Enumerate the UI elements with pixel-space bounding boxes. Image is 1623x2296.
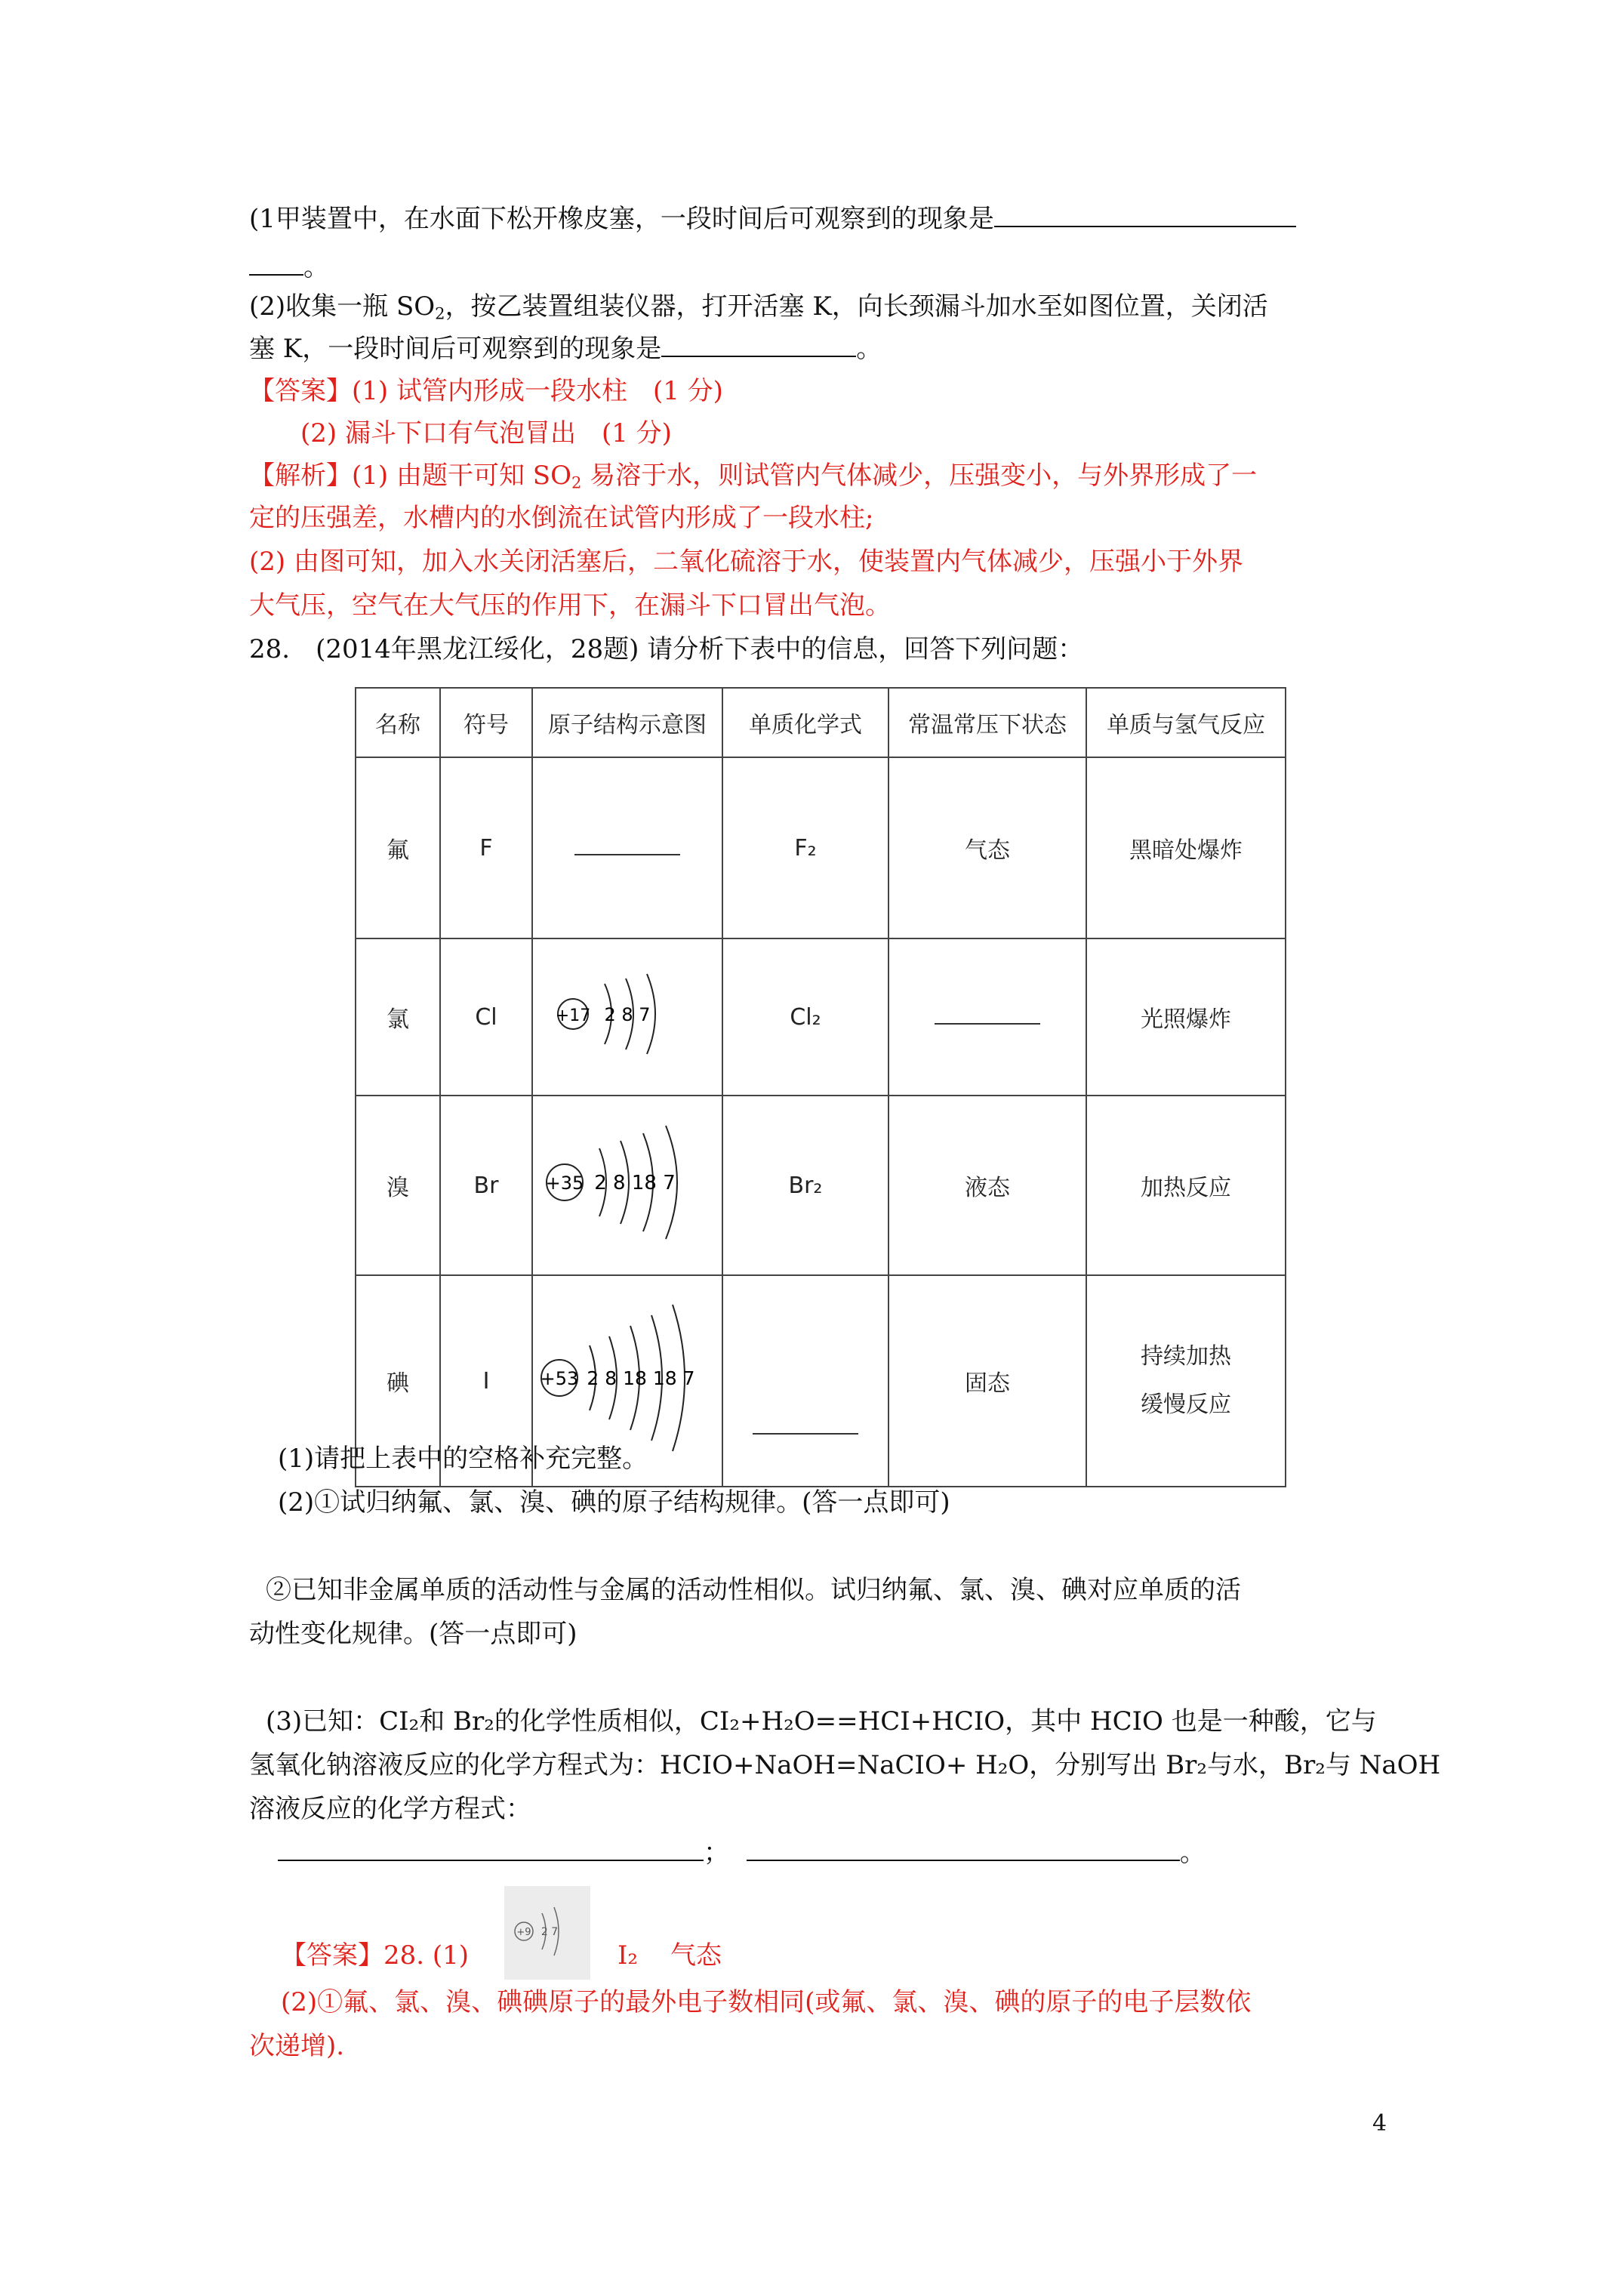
element-reaction: 加热反应 (1086, 1096, 1286, 1275)
q28-equation-blanks: ； 。 (278, 1836, 1206, 1869)
svg-text:2 8 18 7: 2 8 18 7 (594, 1172, 676, 1194)
q28-answer2-line1: (2)①氟、氯、溴、碘碘原子的最外电子数相同(或氟、氯、溴、碘的原子的电子层数依 (281, 1987, 1252, 2017)
q28-part4-line3: 溶液反应的化学方程式： (249, 1794, 531, 1824)
atom-diagram (532, 1096, 722, 1275)
element-reaction: 光照爆炸 (1086, 938, 1286, 1096)
table-header-row (356, 688, 1286, 757)
element-name: 氯 (356, 938, 440, 1096)
q28-part3-line1: ②已知非金属单质的活动性与金属的活动性相似。试归纳氟、氯、溴、碘对应单质的活 (266, 1575, 1241, 1605)
answer-blank (278, 1836, 704, 1861)
element-symbol: I (440, 1275, 532, 1487)
q27-line4: 塞 K，一段时间后可观察到的现象是 。 (249, 334, 882, 364)
q27-line2: 。 (249, 251, 329, 284)
q27-answer1: 【答案】(1) 试管内形成一段水柱 (1 分) (249, 376, 723, 406)
element-reaction: 黑暗处爆炸 (1086, 757, 1286, 938)
element-formula-blank (722, 1275, 888, 1487)
q28-part4-line2: 氢氧化钠溶液反应的化学方程式为：HCIO+NaOH=NaCIO+ H₂O，分别写出 Br₂与水，Br₂与 NaOH (249, 1750, 1441, 1780)
element-reaction: 持续加热 缓慢反应 (1086, 1275, 1286, 1487)
element-formula: Br₂ (722, 1096, 888, 1275)
svg-text:2 8 7: 2 8 7 (604, 1004, 651, 1025)
element-name: 氟 (356, 757, 440, 938)
element-state: 固态 (888, 1275, 1086, 1487)
q28-answer-state: 气态 (670, 1940, 722, 1971)
element-name: 溴 (356, 1096, 440, 1275)
svg-text:+35: +35 (545, 1173, 584, 1194)
element-symbol: Cl (440, 938, 532, 1096)
element-name: 碘 (356, 1275, 440, 1487)
svg-text:2 7: 2 7 (540, 1926, 559, 1938)
table-header: 单质化学式 (722, 688, 888, 757)
q27-explain1: 【解析】(1) 由题干可知 $SO_2$ 易溶于水，则试管内气体减少，压强变小，与外界形成了一 (249, 461, 1258, 492)
table-header: 常温常压下状态 (888, 688, 1086, 757)
table-row (356, 1096, 1286, 1275)
q28-part4-line1: (3)已知：CI₂和 Br₂的化学性质相似，CI₂+H₂O==HCI+HCIO，其中 HCIO 也是一种酸，它与 (266, 1706, 1377, 1737)
q28-part1: (1)请把上表中的空格补充完整。 (278, 1444, 648, 1474)
svg-text:+53: +53 (540, 1368, 579, 1389)
atom-diagram-br (540, 1111, 714, 1254)
fluorine-atom-image (504, 1886, 590, 1980)
q28-answer-label: 【答案】28. (1) (281, 1940, 470, 1971)
atom-diagram-blank (532, 757, 722, 938)
element-formula: Cl₂ (722, 938, 888, 1096)
q28-answer-formula: I₂ (617, 1940, 639, 1971)
q27-line3: (2)收集一瓶 $SO_2$，按乙装置组装仪器，打开活塞 K，向长颈漏斗加水至如图位置，关闭活 (249, 291, 1268, 323)
svg-text:+17: +17 (555, 1006, 591, 1025)
element-table (355, 687, 1286, 1487)
q28-answer2-line2: 次递增). (249, 2031, 345, 2061)
atom-diagram-i (537, 1291, 718, 1465)
q27-explain4: 大气压，空气在大气压的作用下，在漏斗下口冒出气泡。 (249, 590, 891, 621)
table-header: 名称 (356, 688, 440, 757)
q27-explain3: (2) 由图可知，加入水关闭活塞后，二氧化硫溶于水，使装置内气体减少，压强小于外界 (249, 547, 1243, 577)
table-header: 单质与氢气反应 (1086, 688, 1286, 757)
table-row (356, 938, 1286, 1096)
table-header: 原子结构示意图 (532, 688, 722, 757)
element-state: 气态 (888, 757, 1086, 938)
table-header: 符号 (440, 688, 532, 757)
answer-blank (994, 202, 1296, 227)
element-formula: F₂ (722, 757, 888, 938)
q28-part3-line2: 动性变化规律。(答一点即可) (249, 1619, 577, 1649)
table-row (356, 757, 1286, 938)
q28-title: 28. (2014年黑龙江绥化，28题) 请分析下表中的信息，回答下列问题： (249, 634, 1084, 664)
q28-part2: (2)①试归纳氟、氯、溴、碘的原子结构规律。(答一点即可) (278, 1487, 950, 1518)
svg-text:2 8 18 18 7: 2 8 18 18 7 (587, 1367, 695, 1389)
element-state-blank (888, 938, 1086, 1096)
element-symbol: F (440, 757, 532, 938)
answer-blank (249, 251, 303, 276)
answer-blank (747, 1836, 1180, 1861)
svg-text:+9: +9 (516, 1927, 531, 1938)
q27-explain2: 定的压强差，水槽内的水倒流在试管内形成了一段水柱; (249, 503, 874, 533)
page-number: 4 (1372, 2110, 1387, 2137)
element-state: 液态 (888, 1096, 1086, 1275)
atom-diagram (532, 938, 722, 1096)
atom-diagram-cl (552, 957, 703, 1071)
q27-answer2: (2) 漏斗下口有气泡冒出 (1 分) (300, 418, 672, 448)
element-symbol: Br (440, 1096, 532, 1275)
q27-line1: (1甲装置中，在水面下松开橡皮塞，一段时间后可观察到的现象是 (249, 202, 1296, 236)
answer-blank (661, 332, 856, 357)
